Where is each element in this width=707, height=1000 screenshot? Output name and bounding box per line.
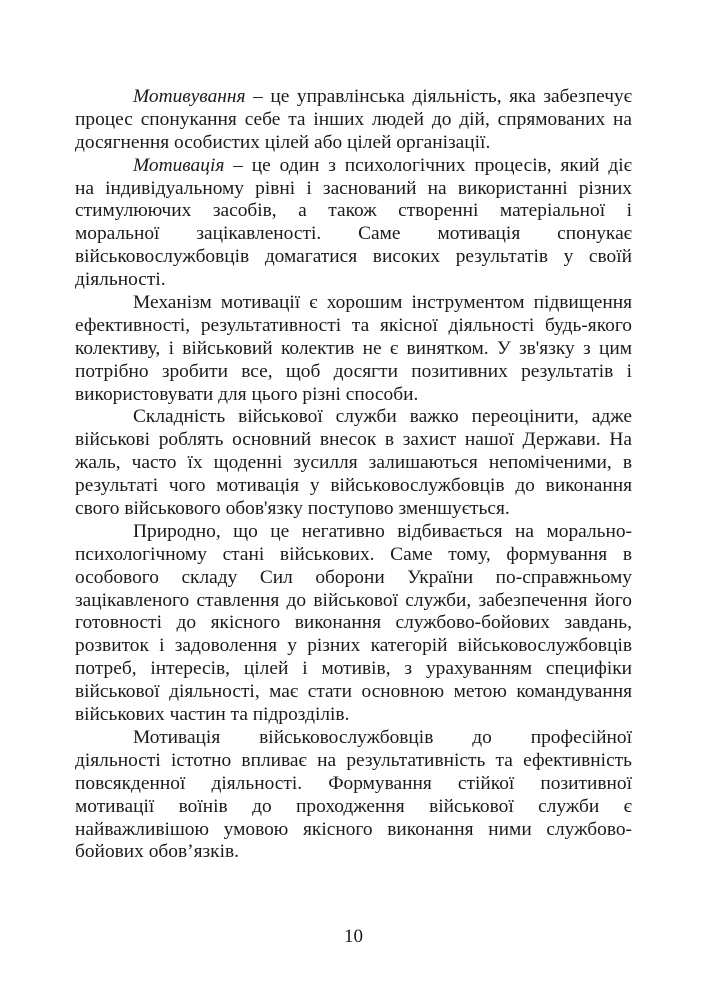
- defined-term: Мотивування: [133, 86, 246, 107]
- line-text: свого військового обов'язку поступово зменшується.: [75, 498, 510, 520]
- line-text: колективу, і військовий колектив не є винятком. У зв'язку з цим: [75, 337, 632, 359]
- line-text: – це один з психологічних процесів, який діє: [224, 154, 632, 176]
- line-text: жаль, часто їх щоденні зусилля залишаються непоміченими, в: [75, 452, 632, 474]
- text-line: [75, 109, 632, 132]
- text-line: [75, 727, 632, 750]
- text-line: [75, 292, 632, 315]
- text-line: [75, 521, 632, 544]
- text-line: [75, 475, 632, 498]
- text-line: [75, 452, 632, 475]
- line-text: особового складу Сил оборони України по-справжньому: [75, 566, 632, 588]
- line-text: військові роблять основний внесок в захист нашої Держави. На: [75, 429, 632, 451]
- text-line: [75, 429, 632, 452]
- paragraph: [75, 727, 632, 864]
- line-text: використовувати для цього різні способи.: [75, 383, 419, 405]
- line-text: стимулюючих засобів, а також створенні матеріальної і: [75, 200, 632, 222]
- text-line: [75, 612, 632, 635]
- text-line: [75, 567, 632, 590]
- text-line: [75, 178, 632, 201]
- text-line: [75, 155, 632, 178]
- line-text: діяльності істотно впливає на результативність та ефективність: [75, 749, 632, 771]
- line-text: Мотивація військовослужбовців до професійної: [133, 726, 632, 748]
- text-line: [75, 315, 632, 338]
- line-text: розвиток і задоволення у різних категорій військовослужбовців: [75, 635, 632, 657]
- text-line: [75, 223, 632, 246]
- text-line: [75, 86, 632, 109]
- text-line: [75, 384, 632, 407]
- text-line: [75, 498, 632, 521]
- line-text: військових частин та підрозділів.: [75, 704, 350, 726]
- text-line: [75, 406, 632, 429]
- paragraph: [75, 521, 632, 727]
- text-line: [75, 246, 632, 269]
- text-line: [75, 200, 632, 223]
- text-line: [75, 635, 632, 658]
- line-text: потрібно зробити все, щоб досягти позитивних результатів і: [75, 360, 632, 382]
- text-line: [75, 590, 632, 613]
- line-text: діяльності.: [75, 269, 166, 291]
- line-text: повсякденної діяльності. Формування стійкої позитивної: [75, 772, 632, 794]
- paragraph: [75, 155, 632, 292]
- line-text: найважливішою умовою якісного виконання ними службово-: [75, 818, 632, 840]
- text-line: [75, 269, 632, 292]
- text-line: [75, 750, 632, 773]
- text-line: [75, 338, 632, 361]
- text-line: [75, 132, 632, 155]
- page-body: [75, 86, 632, 864]
- paragraph: [75, 86, 632, 155]
- line-text: потреб, інтересів, цілей і мотивів, з урахуванням специфіки: [75, 658, 632, 680]
- line-text: процес спонукання себе та інших людей до дій, спрямованих на: [75, 108, 632, 130]
- page-number: 10: [344, 926, 363, 947]
- line-text: досягнення особистих цілей або цілей організації.: [75, 131, 491, 153]
- line-text: зацікавленого ставлення до військової служби, забезпечення його: [75, 589, 632, 611]
- text-line: [75, 819, 632, 842]
- line-text: Механізм мотивації є хорошим інструментом підвищення: [133, 292, 632, 314]
- text-line: [75, 841, 632, 864]
- text-line: [75, 704, 632, 727]
- text-line: [75, 361, 632, 384]
- line-text: Складність військової служби важко переоцінити, адже: [133, 406, 632, 428]
- text-line: [75, 796, 632, 819]
- text-line: [75, 544, 632, 567]
- line-text: ефективності, результативності та якісної діяльності будь-якого: [75, 314, 632, 336]
- line-text: психологічному стані військових. Саме тому, формування в: [75, 543, 632, 565]
- paragraph: [75, 406, 632, 520]
- line-text: на індивідуальному рівні і заснований на використанні різних: [75, 177, 632, 199]
- line-text: мотивації воїнів до проходження військової служби є: [75, 795, 632, 817]
- text-line: [75, 681, 632, 704]
- paragraph: [75, 292, 632, 406]
- text-line: [75, 658, 632, 681]
- line-text: військової діяльності, має стати основною метою командування: [75, 681, 632, 703]
- line-text: результаті чого мотивація у військовослужбовців до виконання: [75, 475, 632, 497]
- line-text: готовності до якісного виконання службово-бойових завдань,: [75, 612, 632, 634]
- text-line: [75, 773, 632, 796]
- defined-term: Мотивація: [133, 154, 225, 176]
- line-text: – це управлінська діяльність, яка забезпечує: [245, 86, 632, 107]
- line-text: військовослужбовців домагатися високих результатів у своїй: [75, 246, 632, 268]
- line-text: бойових обов’язків.: [75, 841, 239, 863]
- line-text: моральної зацікавленості. Саме мотивація спонукає: [75, 223, 632, 245]
- line-text: Природно, що це негативно відбивається на морально-: [133, 520, 632, 542]
